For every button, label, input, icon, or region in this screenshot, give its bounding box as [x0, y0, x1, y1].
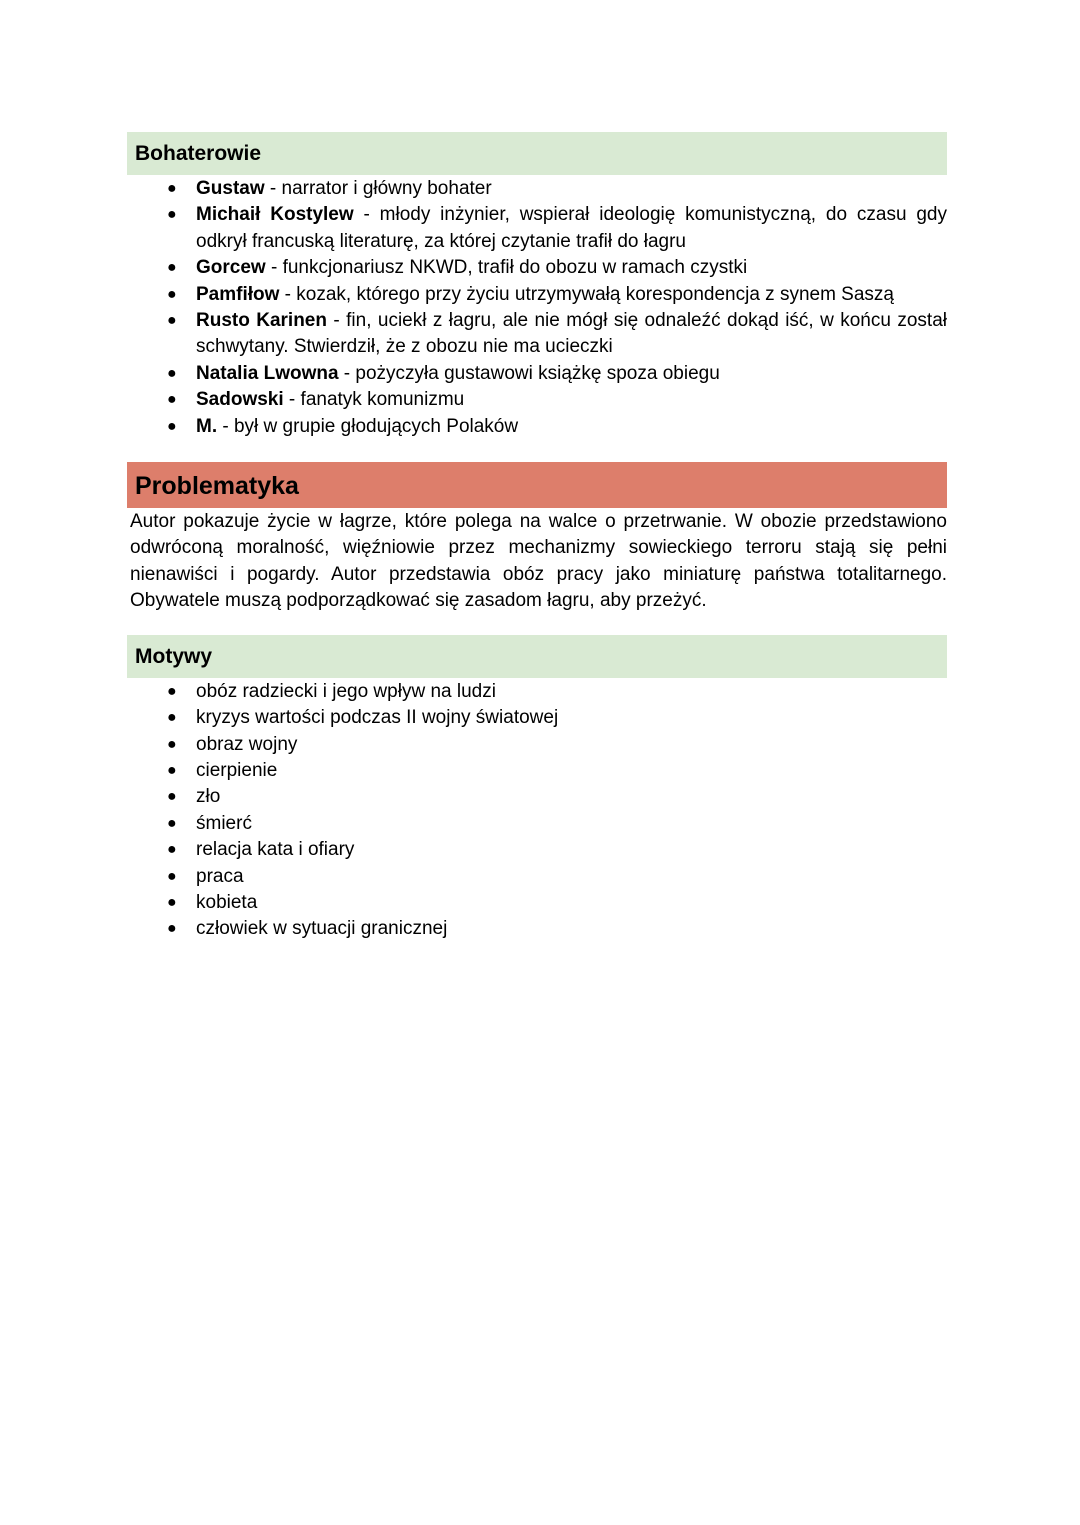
character-description: - fin, uciekł z łagru, ale nie mógł się odnaleźć dokąd iść, w końcu został schwytany. Stwierdził, że z obozu nie ma ucieczki [196, 310, 947, 358]
bullet-icon: ● [167, 682, 177, 700]
character-name: Gustaw [196, 178, 265, 199]
bullet-icon: ● [167, 391, 177, 409]
list-item [127, 308, 947, 361]
motif-text: kryzys wartości podczas II wojny światowej [196, 707, 559, 729]
problems-section [127, 462, 947, 615]
bullet-icon: ● [167, 761, 177, 779]
list-item [127, 837, 947, 863]
list-item [127, 811, 947, 837]
character-description: - był w grupie głodujących Polaków [217, 415, 519, 437]
characters-section [127, 132, 947, 440]
bullet-icon: ● [167, 735, 177, 753]
bullet-icon: ● [167, 814, 177, 832]
bullet-icon: ● [167, 206, 177, 224]
character-description: - fanatyk komunizmu [283, 389, 465, 411]
list-item [127, 282, 947, 308]
bullet-icon: ● [167, 893, 177, 911]
character-description: - narrator i główny bohater [264, 178, 492, 199]
character-description: - pożyczyła gustawowi książkę spoza obiegu [338, 362, 720, 384]
motif-text: relacja kata i ofiary [196, 839, 355, 861]
document-page [127, 132, 947, 943]
list-item [127, 864, 947, 890]
bullet-icon: ● [167, 364, 177, 382]
bullet-icon: ● [167, 867, 177, 885]
character-name: Pamfiłow [196, 283, 280, 305]
list-item [127, 890, 947, 916]
bullet-icon: ● [167, 312, 177, 330]
bullet-icon: ● [167, 788, 177, 806]
character-name: Natalia Lwowna [196, 362, 339, 384]
character-name: Gorcew [196, 257, 266, 279]
problems-paragraph: Autor pokazuje życie w łagrze, które polega na walce o przetrwanie. W obozie przedstawiono odwróconą moralność, więźniowie przez mechanizmy sowieckiego terroru stają się pełni nienawiści i pogardy. Autor przedstawia obóz pracy jako miniaturę państwa totalitarnego. Obywatele muszą podporządkować się zasadom łagru, aby przeżyć. [130, 511, 947, 612]
motif-text: kobieta [196, 891, 258, 913]
list-item [127, 916, 947, 942]
motif-text: obraz wojny [196, 733, 298, 755]
characters-list [127, 176, 947, 440]
list-item [127, 176, 947, 202]
bullet-icon: ● [167, 841, 177, 859]
list-item [127, 758, 947, 784]
motif-text: zło [196, 786, 221, 808]
bullet-icon: ● [167, 417, 177, 435]
motifs-heading: Motywy [127, 635, 947, 678]
motif-text: śmierć [196, 812, 252, 834]
character-description: - kozak, którego przy życiu utrzymywałą korespondencja z synem Saszą [279, 283, 894, 305]
list-item [127, 255, 947, 281]
character-name: Sadowski [196, 389, 284, 411]
list-item [127, 679, 947, 705]
bullet-icon: ● [167, 285, 177, 303]
bullet-icon: ● [167, 180, 177, 197]
character-name: M. [196, 415, 218, 437]
list-item [127, 784, 947, 810]
problems-heading: Problematyka [127, 462, 947, 508]
motif-text: praca [196, 865, 244, 887]
motif-text: człowiek w sytuacji granicznej [196, 918, 448, 940]
motifs-section [127, 635, 947, 943]
motif-text: obóz radziecki i jego wpływ na ludzi [196, 680, 496, 702]
characters-heading: Bohaterowie [127, 132, 947, 175]
bullet-icon: ● [167, 259, 177, 277]
list-item [127, 705, 947, 731]
character-description: - funkcjonariusz NKWD, trafił do obozu w ramach czystki [265, 257, 748, 279]
list-item [127, 361, 947, 387]
character-name: Rusto Karinen [196, 310, 327, 332]
bullet-icon: ● [167, 709, 177, 727]
list-item [127, 202, 947, 255]
bullet-icon: ● [167, 920, 177, 938]
list-item [127, 414, 947, 440]
motif-text: cierpienie [196, 759, 278, 781]
list-item [127, 387, 947, 413]
motifs-list [127, 679, 947, 943]
character-name: Michaił Kostylew [196, 204, 354, 226]
list-item [127, 732, 947, 758]
character-description: - młody inżynier, wspierał ideologię komunistyczną, do czasu gdy odkrył francuską literaturę, za której czytanie trafił do łagru [196, 204, 947, 252]
